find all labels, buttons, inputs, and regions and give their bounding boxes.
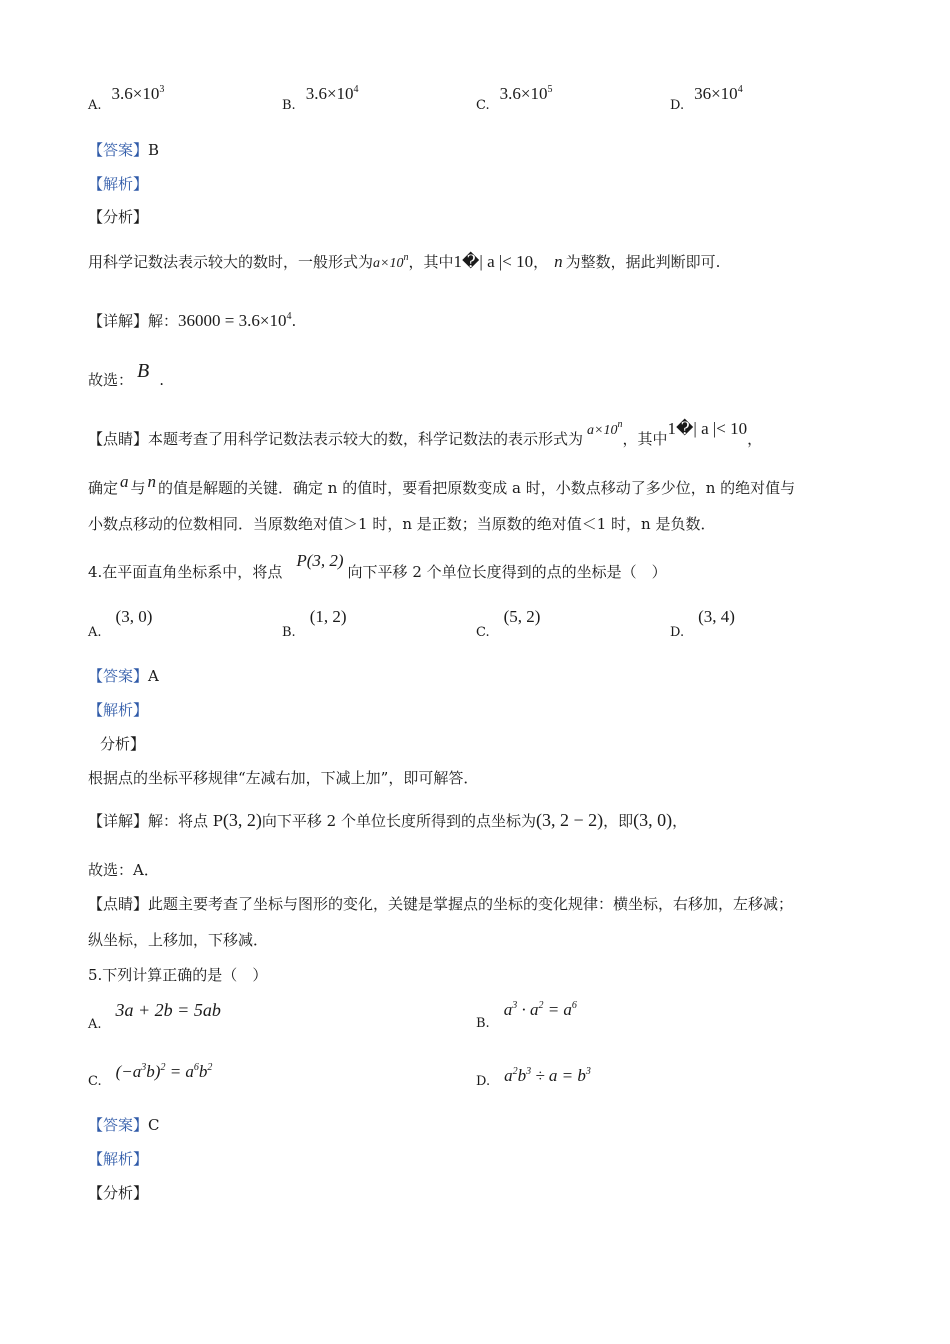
q4-option-b bbox=[282, 607, 347, 640]
q3-option-b bbox=[282, 84, 359, 113]
option-letter: D. bbox=[670, 625, 685, 640]
q4-option-a bbox=[88, 607, 153, 640]
math: P(3, 2) bbox=[296, 551, 344, 570]
math: n bbox=[147, 472, 157, 491]
math: B bbox=[137, 360, 150, 382]
text: 解： bbox=[148, 312, 179, 330]
q4-jiexi-tag: 【解析】 bbox=[88, 701, 149, 719]
q3-option-d bbox=[670, 84, 743, 113]
q4-guxuan: 故选：A． bbox=[88, 861, 159, 879]
detail-tag: 【详解】 bbox=[88, 312, 149, 330]
text: ，即 bbox=[603, 812, 634, 830]
q3-fenxi-tag: 【分析】 bbox=[88, 208, 149, 226]
option-letter: A. bbox=[88, 1017, 102, 1032]
text: 用科学记数法表示较大的数时，一般形式为 bbox=[88, 253, 374, 271]
option-letter: B. bbox=[282, 625, 296, 640]
text: ， bbox=[747, 430, 763, 448]
q3-dianjing-line3: 小数点移动的位数相同．当原数绝对值＞1 时，n 是正数；当原数的绝对值＜1 时，n 是负数． bbox=[88, 515, 716, 533]
option-value: $3.6\times 10^5$ bbox=[499, 84, 553, 103]
text: ，其中 bbox=[408, 253, 454, 271]
math: n bbox=[554, 252, 563, 271]
option-value: $(-a^3b)^2 = a^6b^2$ bbox=[115, 1062, 213, 1081]
text: 确定 bbox=[88, 479, 119, 497]
tip-tag: 【点睛】 bbox=[88, 430, 149, 448]
math: $a\times 10^n$ bbox=[373, 252, 409, 271]
q4-xiangjie bbox=[88, 810, 687, 831]
text: . bbox=[291, 312, 297, 330]
q5-option-a bbox=[88, 1000, 221, 1032]
option-letter: A. bbox=[88, 98, 102, 113]
q4-dianjing-line2: 纵坐标，上移加，下移减． bbox=[88, 931, 269, 949]
text: 为整数，据此判断即可. bbox=[565, 253, 721, 271]
option-value: (5, 2) bbox=[503, 607, 541, 626]
option-letter: C. bbox=[476, 98, 490, 113]
text: . bbox=[159, 371, 165, 389]
text: 向下平移 2 个单位长度所得到的点坐标为 bbox=[261, 812, 536, 830]
q3-guxuan bbox=[88, 360, 165, 389]
option-letter: C. bbox=[88, 1074, 102, 1089]
q5-fenxi-tag: 【分析】 bbox=[88, 1184, 149, 1202]
option-value: (3, 0) bbox=[115, 607, 153, 626]
q5-stem: 5.下列计算正确的是（ ） bbox=[88, 966, 268, 984]
q5-option-c bbox=[88, 1062, 213, 1089]
text: ， bbox=[672, 812, 688, 830]
text: ，其中 bbox=[622, 430, 668, 448]
tip-tag: 【点睛】 bbox=[88, 895, 149, 913]
text: 本题考查了用科学记数法表示较大的数，科学记数法的表示形式为 bbox=[148, 430, 584, 448]
q5-option-d bbox=[476, 1066, 591, 1089]
text: 的值是解题的关键．确定 n 的值时，要看把原数变成 a 时，小数点移动了多少位，n 的绝对值与 bbox=[158, 479, 796, 497]
q3-dianjing-line2 bbox=[88, 472, 796, 498]
q3-xiangjie bbox=[88, 310, 296, 331]
text: 与 bbox=[130, 479, 146, 497]
q3-jiexi-tag: 【解析】 bbox=[88, 175, 149, 193]
q4-answer bbox=[88, 665, 159, 686]
q3-answer bbox=[88, 139, 159, 160]
math: (3, 0) bbox=[633, 810, 673, 830]
math: 1�| a |< 10 bbox=[453, 252, 534, 271]
option-value: $a^3 \cdot a^2 = a^6$ bbox=[503, 1000, 577, 1019]
text: 解：将点 P bbox=[148, 812, 223, 830]
option-value: 3a + 2b = 5ab bbox=[115, 1000, 221, 1020]
math: (3, 2) bbox=[222, 810, 262, 830]
option-letter: A. bbox=[88, 625, 102, 640]
q4-stem bbox=[88, 550, 667, 581]
option-letter: C. bbox=[476, 625, 490, 640]
answer-tag: 【答案】 bbox=[88, 141, 149, 159]
answer-value: B bbox=[148, 141, 160, 159]
option-value: (3, 4) bbox=[698, 607, 735, 626]
option-letter: B. bbox=[476, 1016, 490, 1031]
math: $36000 = 3.6\times 10^4$ bbox=[178, 311, 292, 330]
q4-option-c bbox=[476, 607, 541, 640]
math: $a\times 10^n$ bbox=[587, 419, 623, 438]
option-value: $a^2b^3 \div a = b^3$ bbox=[504, 1066, 591, 1085]
text: 向下平移 2 个单位长度得到的点的坐标是（ ） bbox=[347, 563, 667, 581]
text: ， bbox=[533, 253, 549, 271]
q5-answer bbox=[88, 1114, 160, 1135]
option-letter: D. bbox=[476, 1074, 491, 1089]
answer-value: C bbox=[148, 1116, 160, 1134]
text: 故选： bbox=[88, 371, 134, 389]
option-value: $3.6\times 10^4$ bbox=[305, 84, 359, 103]
math: (3, 2 − 2) bbox=[535, 810, 604, 830]
option-letter: D. bbox=[670, 98, 685, 113]
detail-tag: 【详解】 bbox=[88, 812, 149, 830]
q5-jiexi-tag: 【解析】 bbox=[88, 1150, 149, 1168]
q3-fenxi-text bbox=[88, 251, 720, 272]
q4-fenxi-tag: 分析】 bbox=[100, 735, 146, 753]
q4-dianjing bbox=[88, 893, 793, 914]
answer-tag: 【答案】 bbox=[88, 667, 149, 685]
answer-tag: 【答案】 bbox=[88, 1116, 149, 1134]
q3-dianjing bbox=[88, 418, 763, 448]
text: 4.在平面直角坐标系中，将点 bbox=[88, 563, 283, 581]
q5-option-b bbox=[476, 1000, 577, 1031]
text: 此题主要考查了坐标与图形的变化，关键是掌握点的坐标的变化规律：横坐标，右移加，左移减； bbox=[148, 895, 794, 913]
option-letter: B. bbox=[282, 98, 296, 113]
math: a bbox=[120, 472, 129, 491]
option-value: $3.6\times 10^3$ bbox=[111, 84, 165, 103]
q4-fenxi-text: 根据点的坐标平移规律“左减右加，下减上加”，即可解答． bbox=[88, 769, 479, 787]
q4-option-d bbox=[670, 607, 735, 640]
option-value: (1, 2) bbox=[309, 607, 347, 626]
math: 1�| a |< 10 bbox=[667, 419, 748, 438]
q3-option-c bbox=[476, 84, 553, 113]
option-value: $36\times 10^4$ bbox=[694, 84, 743, 103]
q3-option-a bbox=[88, 84, 165, 113]
answer-value: A bbox=[148, 667, 159, 685]
